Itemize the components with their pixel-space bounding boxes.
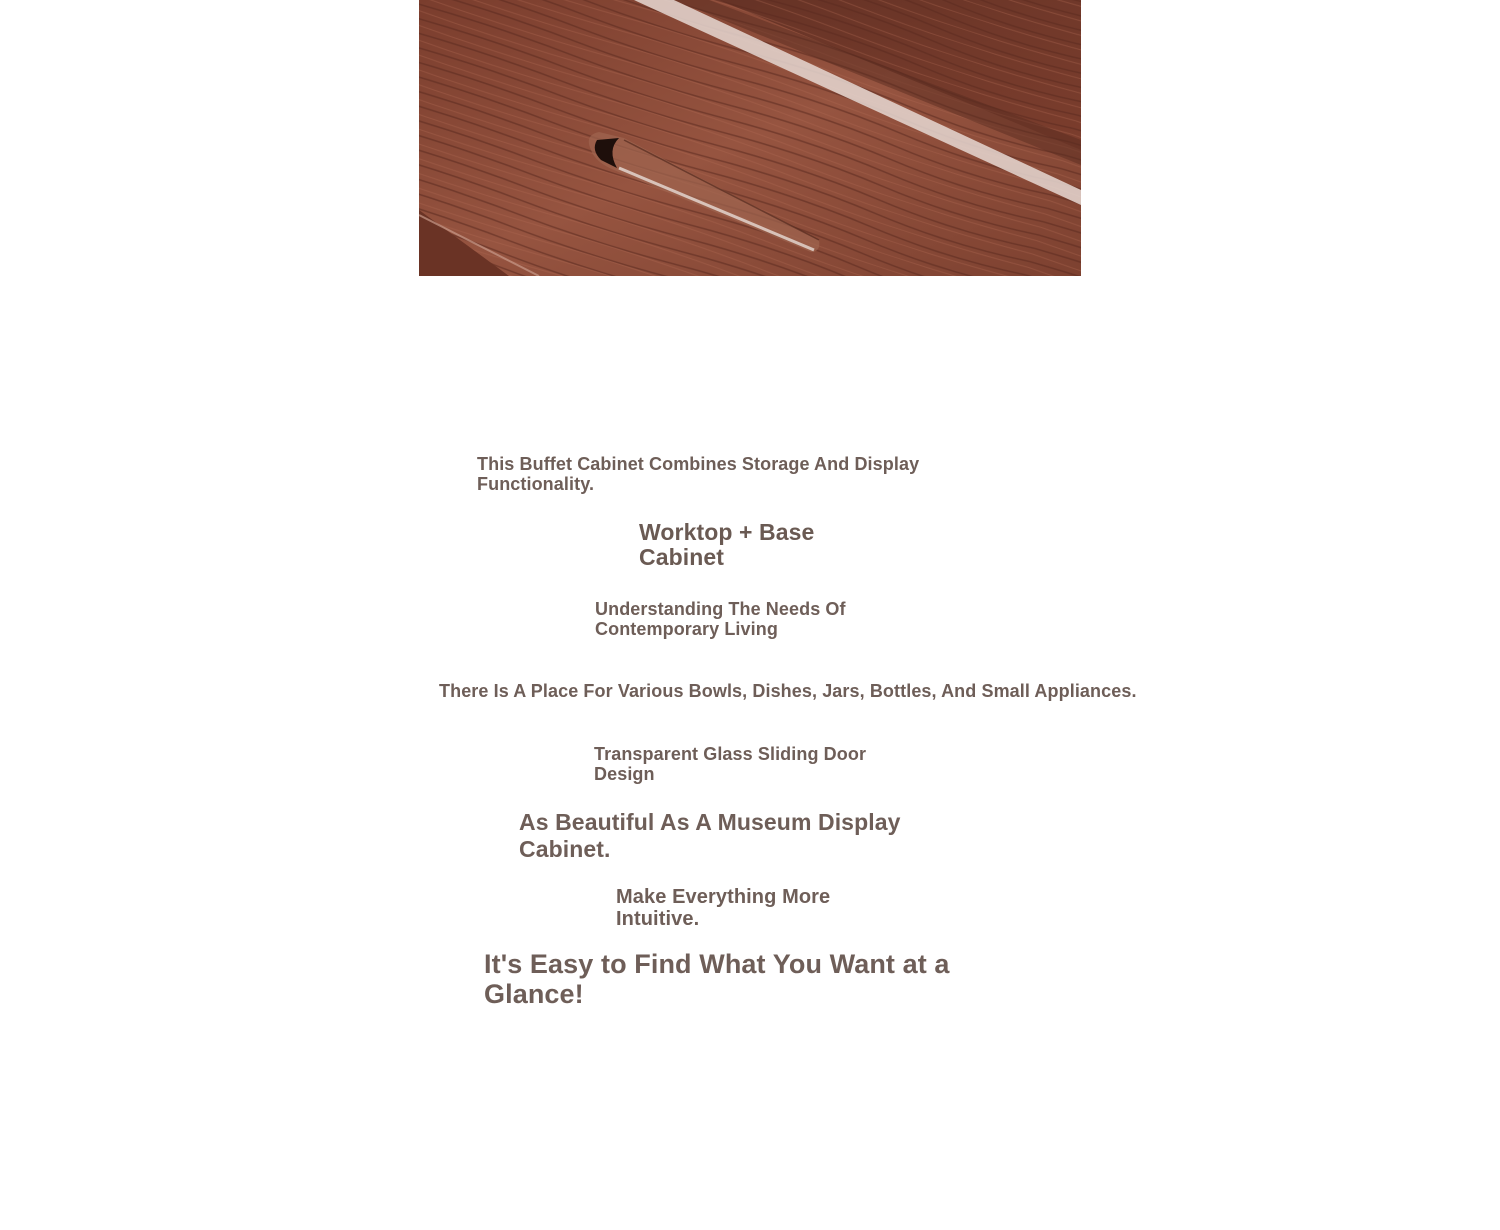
wood-drawer-image (419, 0, 1081, 276)
intro-text: This Buffet Cabinet Combines Storage And Display Functionality. (477, 454, 920, 494)
door-design-text: Transparent Glass Sliding Door Design (594, 744, 867, 784)
museum-display-text: As Beautiful As A Museum Display Cabinet. (519, 809, 901, 862)
wood-drawer-photo (419, 0, 1081, 276)
section-heading: Worktop + Base Cabinet (639, 519, 815, 570)
subheading-text: Understanding The Needs Of Contemporary Living (595, 599, 846, 639)
glance-text: It's Easy to Find What You Want at a Glance! (484, 949, 950, 1009)
intuitive-text: Make Everything More Intuitive. (616, 886, 831, 930)
storage-note: There Is A Place For Various Bowls, Dishes, Jars, Bottles, And Small Appliances. (439, 681, 1137, 701)
